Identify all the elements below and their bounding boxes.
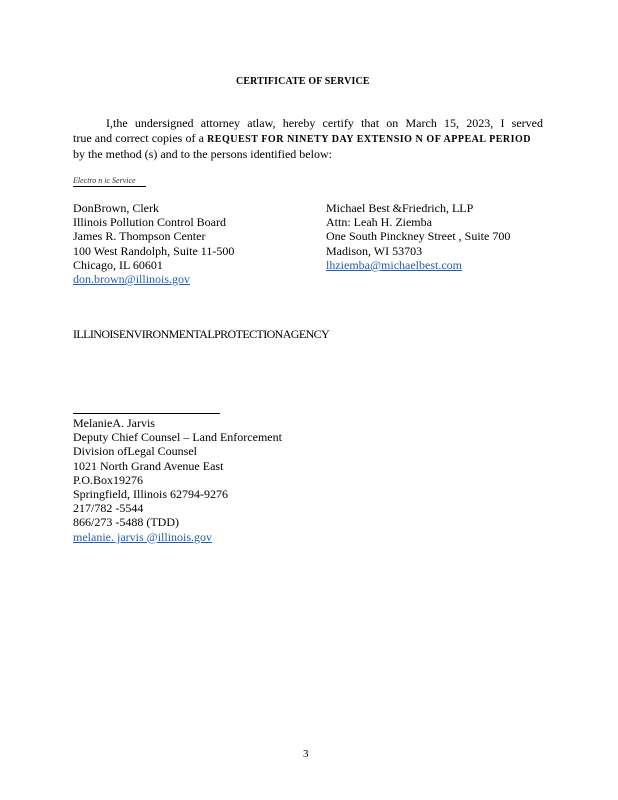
certification-paragraph	[73, 116, 543, 162]
agency-name: ILLINOISENVIRONMENTALPROTECTIONAGENCY	[73, 327, 330, 341]
left-recipient-line: Chicago, IL 60601	[73, 257, 163, 272]
signatory-line: MelanieA. Jarvis	[73, 416, 155, 430]
signatory-line: 1021 North Grand Avenue East	[73, 458, 224, 473]
service-method-label: Electro n ic Service	[73, 176, 146, 187]
signature-block	[73, 416, 282, 544]
left-recipient-block	[73, 201, 234, 286]
right-recipient-email-link[interactable]: lhziemba@michaelbest.com	[326, 257, 463, 272]
right-recipient-line: Madison, WI 53703	[326, 243, 423, 258]
right-recipient-line: Attn: Leah H. Ziemba	[326, 215, 432, 230]
left-recipient-line: James R. Thompson Center	[73, 229, 206, 244]
left-recipient-line: DonBrown, Clerk	[73, 201, 159, 215]
signatory-line: Springfield, Illinois 62794-9276	[73, 487, 228, 502]
signatory-line: 217/782 -5544	[73, 501, 144, 516]
right-recipient-line: One South Pinckney Street , Suite 700	[326, 229, 511, 244]
paragraph-line-2-text: true and correct copies of a	[73, 131, 208, 145]
signatory-line: Deputy Chief Counsel – Land Enforcement	[73, 430, 282, 445]
certificate-title: CERTIFICATE OF SERVICE	[236, 75, 370, 87]
right-recipient-block	[326, 201, 510, 272]
left-recipient-line: 100 West Randolph, Suite 11-500	[73, 243, 235, 258]
paragraph-line-1: I,the undersigned attorney atlaw, hereby certify that on March 15, 2023, I served	[106, 116, 543, 130]
paragraph-line-2	[73, 131, 531, 147]
right-recipient-line: Michael Best &Friedrich, LLP	[326, 201, 474, 215]
signatory-line: 866/273 -5488 (TDD)	[73, 515, 179, 530]
left-recipient-email-link[interactable]: don.brown@illinois.gov	[73, 272, 191, 287]
signatory-line: Division ofLegal Counsel	[73, 444, 197, 459]
signatory-line: P.O.Box19276	[73, 472, 144, 487]
signature-line	[73, 413, 220, 414]
paragraph-line-3: by the method (s) and to the persons identified below:	[73, 147, 332, 161]
page-number: 3	[303, 748, 309, 760]
signatory-email-link[interactable]: melanie. jarvis @illinois.gov	[73, 529, 213, 544]
document-name: REQUEST FOR NINETY DAY EXTENSIO N OF APPEAL PERIOD	[207, 134, 531, 145]
left-recipient-line: Illinois Pollution Control Board	[73, 215, 227, 230]
